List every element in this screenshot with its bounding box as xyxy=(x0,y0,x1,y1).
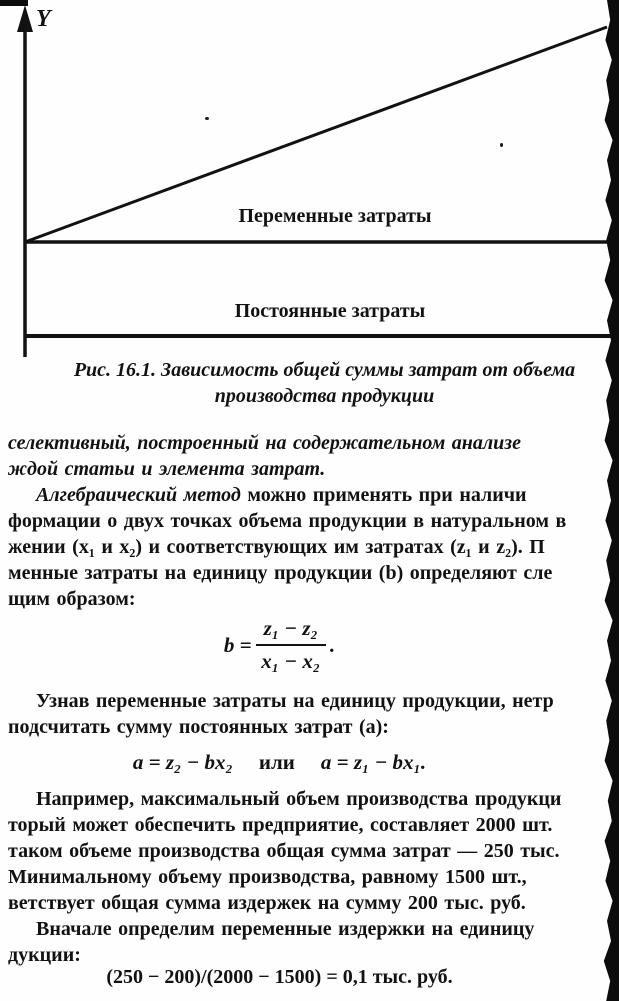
formula-period: . xyxy=(329,632,336,657)
paragraph-selective-method xyxy=(8,430,619,482)
formula-a-right: a = z₁ − bx₁. xyxy=(320,750,427,774)
text-line: селективный, построенный на содержательном анализе xyxy=(8,432,521,454)
text-line: подсчитать сумму постоянных затрат (a): xyxy=(8,716,389,738)
calculation-text: (250 − 200)/(2000 − 1500) = 0,1 тыс. руб. xyxy=(106,966,453,988)
scan-speck xyxy=(500,143,503,147)
figure-caption xyxy=(30,357,619,409)
scan-corner-artifact xyxy=(0,0,28,6)
text-line xyxy=(8,482,619,508)
text-line: щим образом: xyxy=(8,588,136,610)
text-line: жении (x₁ и x₂) и соответствующих им затратах (z₁ и z₂). П xyxy=(8,536,545,558)
figure-16-1 xyxy=(0,0,619,358)
fraction xyxy=(256,616,326,674)
text-line: Вначале определим переменные издержки на единицу xyxy=(36,918,535,940)
scan-speck xyxy=(205,117,209,120)
formula-fixed-costs xyxy=(0,750,559,775)
text-line: Минимальному объему производства, равному 1500 шт., xyxy=(8,866,527,888)
figure-caption-line2: производства продукции xyxy=(214,385,435,407)
formula-calculation xyxy=(0,966,559,989)
text-line: торый может обеспечить предприятие, составляет 2000 шт. xyxy=(8,814,553,836)
algebraic-method-term: Алгебраический метод xyxy=(36,484,241,506)
y-axis-label: Y xyxy=(36,6,51,32)
formula-lhs: b = xyxy=(223,632,252,657)
text-line: ветствует общая сумма издержек на сумму 200 тыс. руб. xyxy=(8,892,526,914)
paragraph-algebraic-method xyxy=(8,482,619,612)
text-line: формации о двух точках объема продукции в натуральном в xyxy=(8,510,567,532)
text-line: дукции: xyxy=(8,944,81,966)
fraction-denominator: x₁ − x₂ xyxy=(261,649,321,673)
paragraph-example xyxy=(8,786,619,916)
paragraph-unit-costs xyxy=(8,916,619,968)
y-axis-arrowhead-icon xyxy=(17,5,33,32)
text-line: таком объеме производства общая сумма затрат — 250 тыс. xyxy=(8,840,560,862)
text-line: ждой статьи и элемента затрат. xyxy=(8,458,326,480)
fixed-costs-label: Постоянные затраты xyxy=(234,300,426,322)
text-line: менные затраты на единицу продукции (b) определяют сле xyxy=(8,562,553,584)
formula-a-left: a = z₂ − bx₂ xyxy=(132,750,233,774)
paragraph-fixed-costs xyxy=(8,688,619,740)
fraction-numerator: z₁ − z₂ xyxy=(256,616,326,646)
text-line: Узнав переменные затраты на единицу продукции, нетр xyxy=(36,690,554,712)
text-segment: можно применять при наличи xyxy=(240,484,527,506)
text-line: Например, максимальный объем производства продукци xyxy=(36,788,562,810)
formula-or-word: или xyxy=(258,750,295,774)
figure-caption-line1: Рис. 16.1. Зависимость общей суммы затрат от объема xyxy=(73,359,576,381)
variable-costs-label: Переменные затраты xyxy=(238,205,432,227)
formula-variable-cost-per-unit xyxy=(0,616,559,674)
